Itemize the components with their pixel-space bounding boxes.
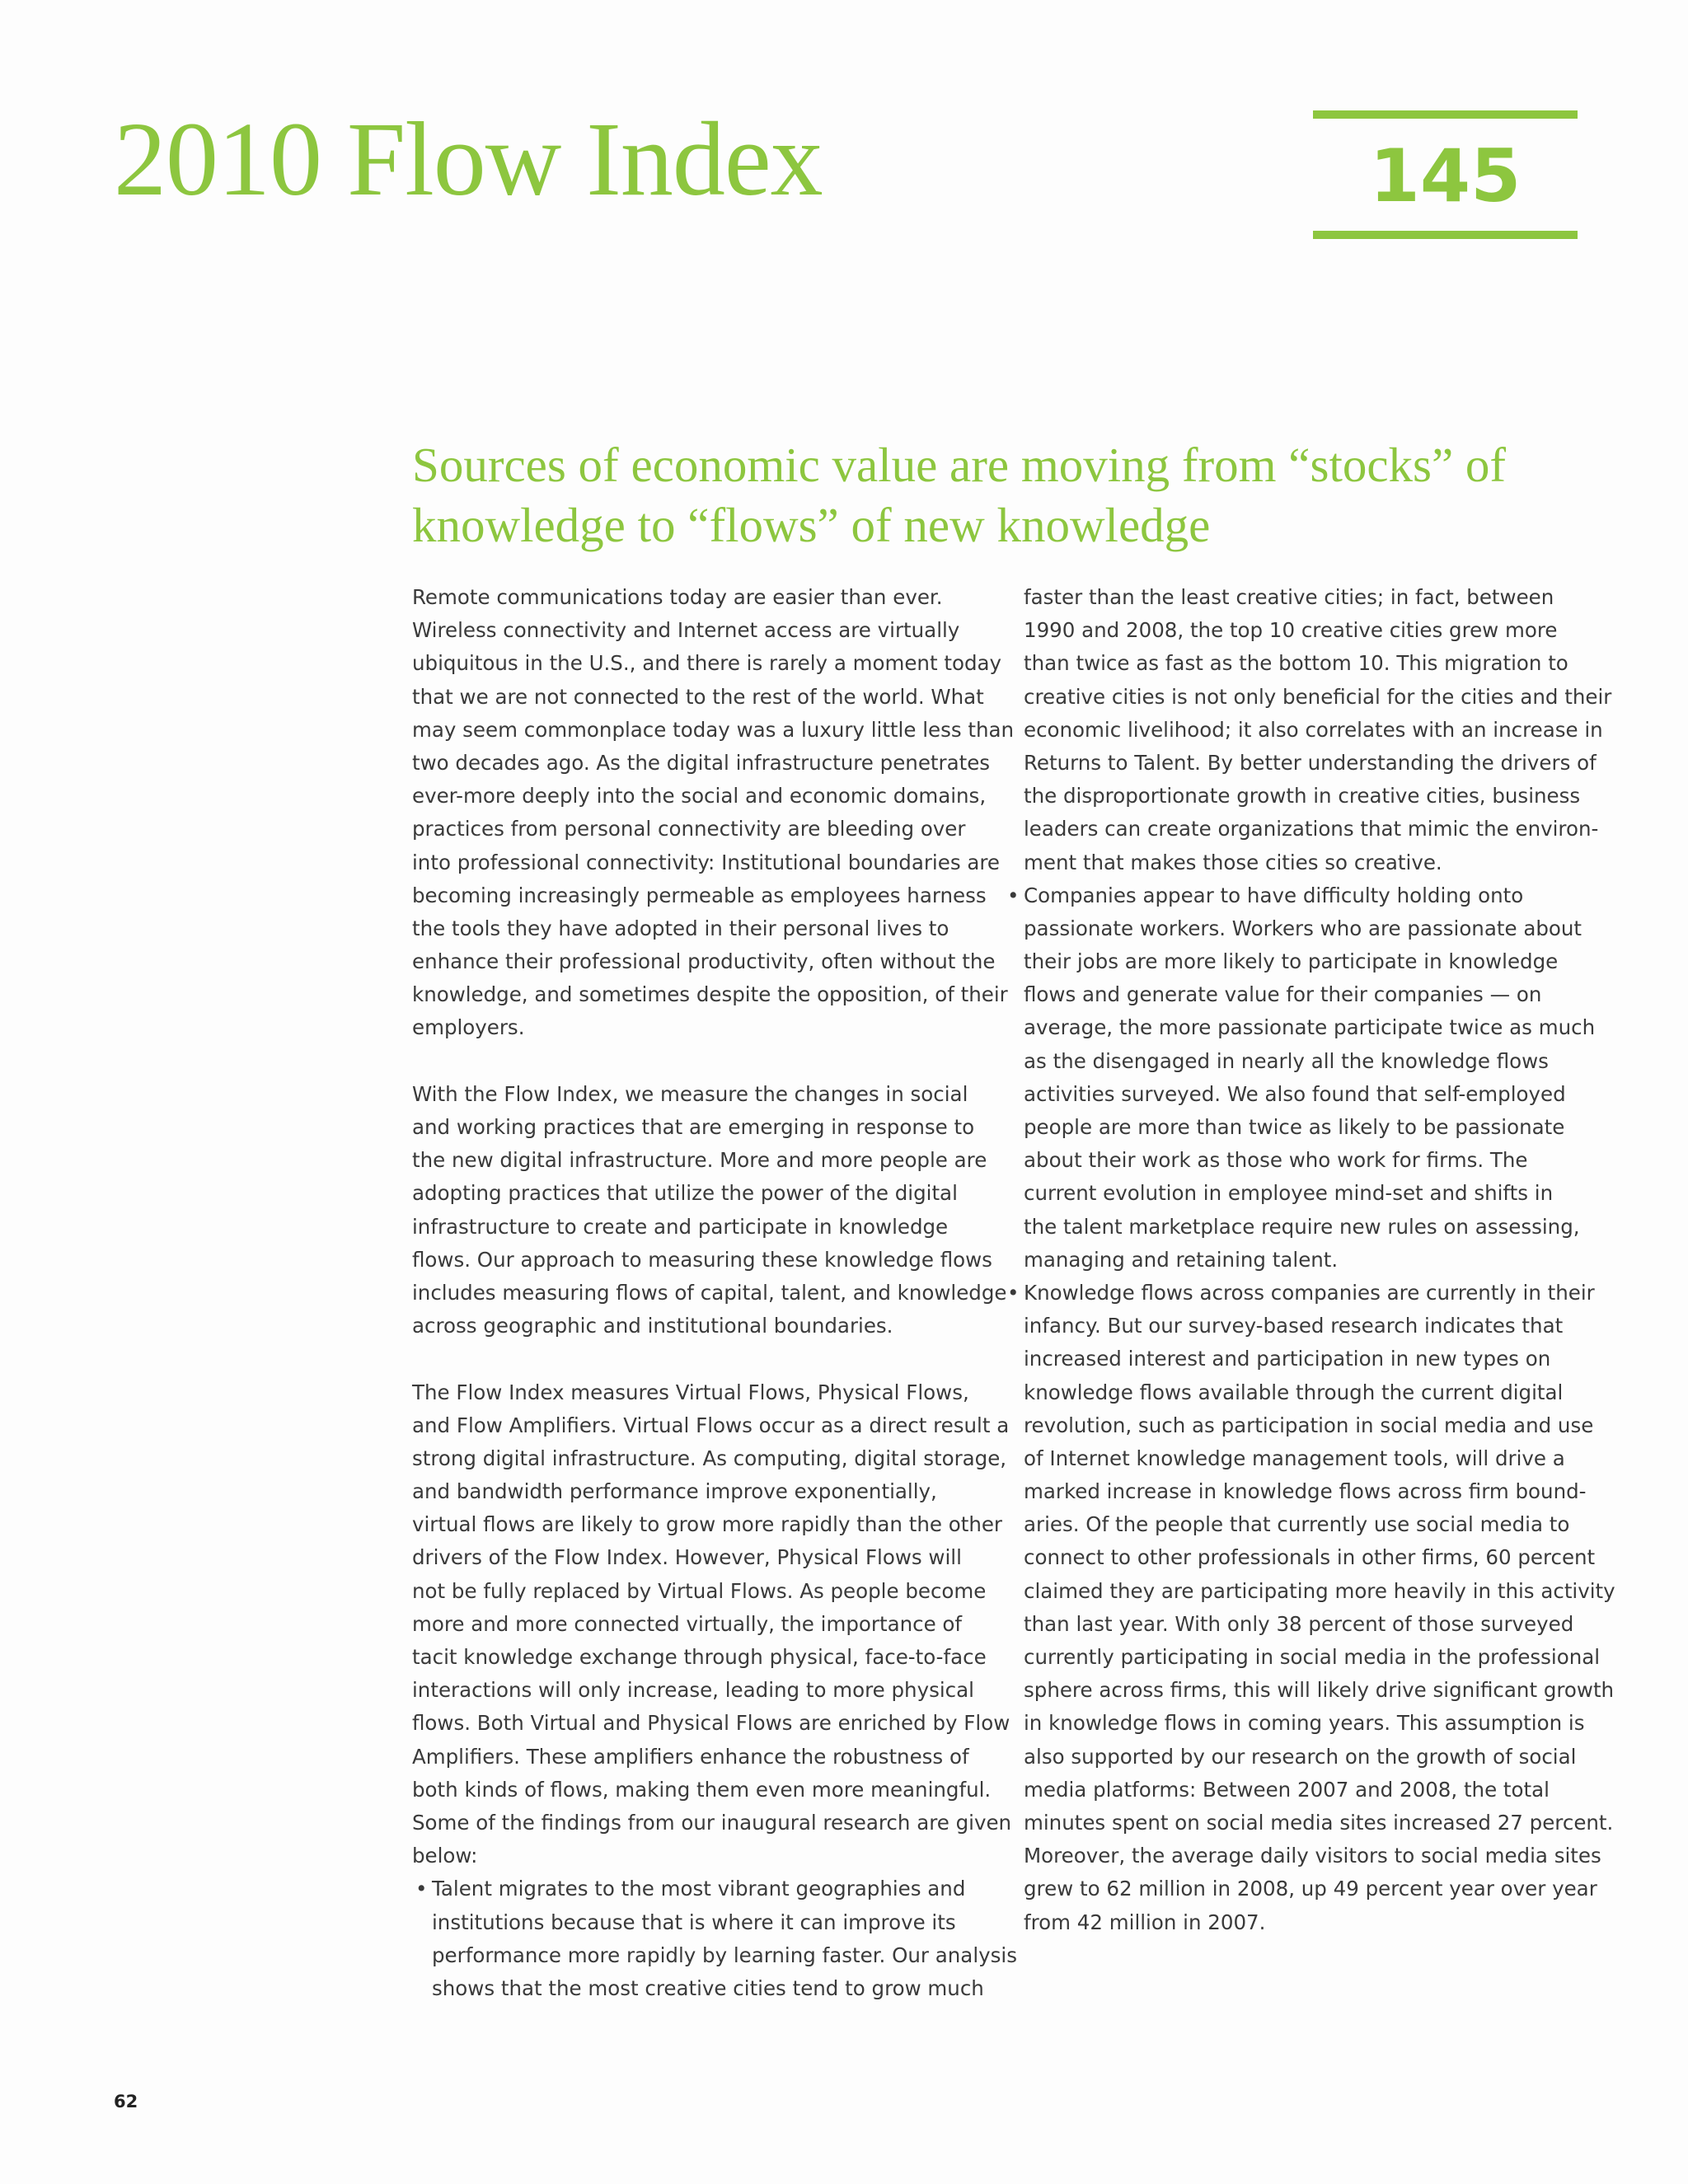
text-line: 1990 and 2008, the top 10 creative cities grew more — [1024, 618, 1558, 643]
text-line: as the disengaged in nearly all the knowledge flows — [1024, 1048, 1549, 1073]
text-line: that we are not connected to the rest of the world. What — [412, 684, 984, 709]
text-line: the new digital infrastructure. More and more people are — [412, 1148, 987, 1173]
text-line: connect to other professionals in other firms, 60 percent — [1024, 1545, 1596, 1570]
text-line: drivers of the Flow Index. However, Physical Flows will — [412, 1545, 962, 1570]
text-line: revolution, such as participation in social media and use — [1024, 1413, 1594, 1437]
section-heading-line: knowledge to “flows” of new knowledge — [412, 498, 1211, 552]
text-line: includes measuring flows of capital, talent, and knowledge — [412, 1280, 1007, 1305]
text-line: currently participating in social media in the professional — [1024, 1645, 1601, 1669]
text-line: flows. Our approach to measuring these knowledge flows — [412, 1247, 992, 1272]
text-line: marked increase in knowledge flows across firm bound- — [1024, 1479, 1587, 1504]
text-line: Knowledge flows across companies are currently in their — [1024, 1280, 1595, 1305]
text-line: minutes spent on social media sites increased 27 percent. — [1024, 1810, 1614, 1835]
paragraph-measures — [412, 1376, 1012, 1873]
text-line: Amplifiers. These amplifiers enhance the robustness of — [412, 1744, 969, 1769]
text-line: The Flow Index measures Virtual Flows, Physical Flows, — [412, 1380, 969, 1404]
bullet-talent-migration — [412, 1872, 1017, 2005]
text-line: aries. Of the people that currently use social media to — [1024, 1512, 1570, 1537]
text-line: faster than the least creative cities; in fact, between — [1024, 585, 1554, 609]
text-line: infancy. But our survey-based research indicates that — [1024, 1314, 1564, 1338]
text-line: Companies appear to have difficulty holding onto — [1024, 883, 1524, 907]
text-line: grew to 62 million in 2008, up 49 percent year over year — [1024, 1877, 1597, 1901]
text-line: ever-more deeply into the social and economic domains, — [412, 784, 987, 808]
text-line: two decades ago. As the digital infrastructure penetrates — [412, 750, 991, 775]
text-line: also supported by our research on the growth of social — [1024, 1744, 1577, 1769]
paragraph-gap — [412, 1045, 1006, 1078]
page-number: 62 — [114, 2092, 138, 2111]
bullet-knowledge-flows — [1004, 1277, 1615, 1939]
text-line: their jobs are more likely to participate in knowledge — [1024, 949, 1559, 974]
text-line: leaders can create organizations that mimic the environ- — [1024, 817, 1599, 841]
text-line: Some of the findings from our inaugural research are given — [412, 1810, 1012, 1835]
text-line: more and more connected virtually, the importance of — [412, 1611, 963, 1636]
text-line: average, the more passionate participate twice as much — [1024, 1015, 1596, 1040]
text-line: practices from personal connectivity are bleeding over — [412, 817, 966, 841]
text-line: tacit knowledge exchange through physical, face-to-face — [412, 1645, 987, 1669]
text-line: virtual flows are likely to grow more rapidly than the other — [412, 1512, 1002, 1537]
paragraph-intro — [412, 581, 1015, 1045]
text-line: may seem commonplace today was a luxury little less than — [412, 717, 1015, 742]
text-line: employers. — [412, 1015, 525, 1040]
text-line: below: — [412, 1844, 478, 1868]
text-line: knowledge flows available through the current digital — [1024, 1380, 1564, 1404]
text-line: into professional connectivity: Institutional boundaries are — [412, 850, 1000, 874]
index-value: 145 — [1369, 134, 1522, 218]
bullet-passionate-workers — [1004, 879, 1597, 1277]
text-line: not be fully replaced by Virtual Flows. As people become — [412, 1578, 987, 1603]
bullet-icon: • — [1007, 883, 1020, 907]
section-heading-line: Sources of economic value are moving from “stocks” of — [412, 438, 1507, 492]
text-line: Talent migrates to the most vibrant geographies and — [432, 1877, 966, 1901]
text-line: sphere across firms, this will likely drive significant growth — [1024, 1678, 1615, 1703]
text-line: Moreover, the average daily visitors to social media sites — [1024, 1844, 1601, 1868]
text-line: performance more rapidly by learning faster. Our analysis — [432, 1943, 1017, 1967]
text-line: Wireless connectivity and Internet access are virtually — [412, 618, 960, 643]
text-line: ment that makes those cities so creative. — [1024, 850, 1442, 874]
text-line: current evolution in employee mind-set and shifts in — [1024, 1181, 1554, 1206]
text-line: flows and generate value for their companies — on — [1024, 982, 1542, 1007]
paragraph-flow-index — [412, 1078, 1006, 1343]
text-line: knowledge, and sometimes despite the opposition, of their — [412, 982, 1008, 1007]
text-line: shows that the most creative cities tend to grow much — [432, 1975, 984, 2000]
text-line: than twice as fast as the bottom 10. This migration to — [1024, 651, 1568, 676]
bullet-icon: • — [415, 1877, 428, 1901]
text-line: interactions will only increase, leading to more physical — [412, 1678, 974, 1703]
text-line: economic livelihood; it also correlates with an increase in — [1024, 717, 1603, 742]
text-line: flows. Both Virtual and Physical Flows are enriched by Flow — [412, 1711, 1010, 1736]
text-line: strong digital infrastructure. As computing, digital storage, — [412, 1446, 1007, 1470]
text-line: managing and retaining talent. — [1024, 1247, 1339, 1272]
right-column — [1004, 581, 1615, 1939]
text-line: in knowledge flows in coming years. This assumption is — [1024, 1711, 1585, 1736]
text-line: across geographic and institutional boundaries. — [412, 1314, 893, 1338]
text-line: both kinds of flows, making them even more meaningful. — [412, 1777, 992, 1802]
text-line: claimed they are participating more heavily in this activity — [1024, 1578, 1615, 1603]
text-line: institutions because that is where it can improve its — [432, 1910, 956, 1934]
text-line: of Internet knowledge management tools, will drive a — [1024, 1446, 1565, 1470]
left-column — [412, 581, 1017, 2005]
text-line: the talent marketplace require new rules on assessing, — [1024, 1214, 1580, 1239]
text-line: than last year. With only 38 percent of those surveyed — [1024, 1611, 1574, 1636]
text-line: increased interest and participation in new types on — [1024, 1347, 1551, 1371]
text-line: Remote communications today are easier than ever. — [412, 585, 943, 609]
text-line: and working practices that are emerging in response to — [412, 1115, 975, 1139]
text-line: the tools they have adopted in their personal lives to — [412, 916, 950, 940]
section-heading — [412, 435, 1566, 555]
text-line: activities surveyed. We also found that self-employed — [1024, 1081, 1566, 1106]
text-line: enhance their professional productivity, often without the — [412, 949, 996, 974]
text-line: the disproportionate growth in creative cities, business — [1024, 784, 1581, 808]
page-title: 2010 Flow Index — [114, 101, 823, 218]
text-line: ubiquitous in the U.S., and there is rarely a moment today — [412, 651, 1002, 676]
text-line: infrastructure to create and participate in knowledge — [412, 1214, 949, 1239]
text-line: With the Flow Index, we measure the changes in social — [412, 1081, 968, 1106]
index-value-box — [1313, 110, 1578, 239]
text-line: about their work as those who work for firms. The — [1024, 1148, 1528, 1173]
text-line: creative cities is not only beneficial for the cities and their — [1024, 684, 1612, 709]
text-line: becoming increasingly permeable as employees harness — [412, 883, 987, 907]
bullet-icon: • — [1007, 1280, 1020, 1305]
bullet-talent-migration-continued — [1004, 581, 1612, 879]
text-line: from 42 million in 2007. — [1024, 1910, 1266, 1934]
text-line: media platforms: Between 2007 and 2008, the total — [1024, 1777, 1550, 1802]
text-line: passionate workers. Workers who are passionate about — [1024, 916, 1582, 940]
paragraph-gap — [412, 1343, 1006, 1376]
text-line: and Flow Amplifiers. Virtual Flows occur as a direct result a — [412, 1413, 1010, 1437]
text-line: adopting practices that utilize the power of the digital — [412, 1181, 958, 1206]
text-line: people are more than twice as likely to be passionate — [1024, 1115, 1565, 1139]
text-line: Returns to Talent. By better understanding the drivers of — [1024, 750, 1597, 775]
text-line: and bandwidth performance improve exponentially, — [412, 1479, 937, 1504]
